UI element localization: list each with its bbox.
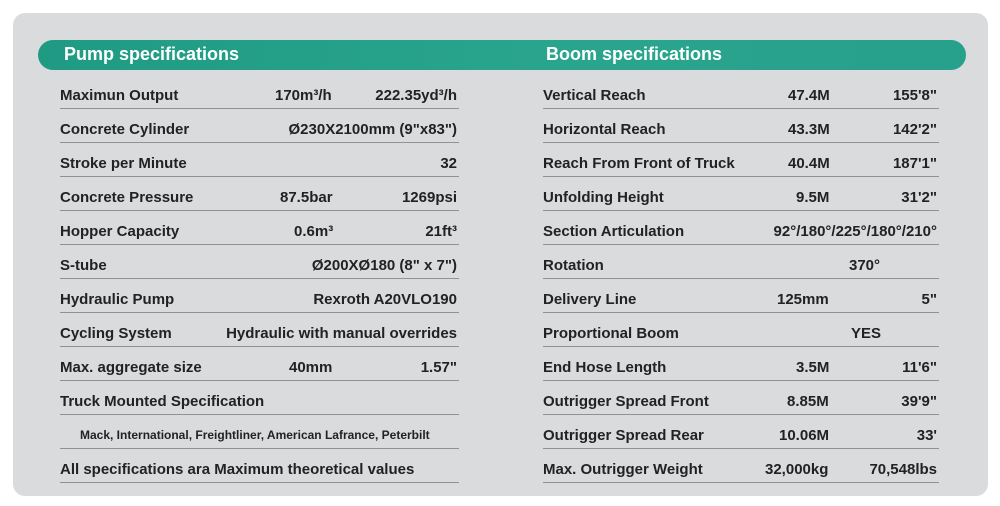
pump-row-max-aggregate	[60, 347, 459, 381]
boom-row-unfolding-height	[543, 177, 939, 211]
spec-value-metric: 47.4M	[788, 87, 830, 104]
pump-row-disclaimer	[60, 449, 459, 483]
pump-row-hydraulic-pump	[60, 279, 459, 313]
spec-value-imperial: 5"	[921, 291, 937, 308]
spec-label: Horizontal Reach	[543, 121, 666, 138]
spec-value-imperial: 39'9"	[901, 393, 937, 410]
spec-value: 92°/180°/225°/180°/210°	[773, 223, 937, 240]
spec-value-metric: 3.5M	[796, 359, 830, 376]
boom-row-section-articulation	[543, 211, 939, 245]
spec-label: Reach From Front of Truck	[543, 155, 735, 172]
pump-row-truck-mounted	[60, 381, 459, 415]
pump-row-stroke-per-minute	[60, 143, 459, 177]
spec-value-imperial: 1269psi	[401, 189, 457, 206]
pump-row-truck-brands	[60, 415, 459, 449]
spec-label: Hydraulic Pump	[60, 291, 175, 308]
spec-label: Max. Outrigger Weight	[543, 461, 703, 478]
pump-row-concrete-cylinder	[60, 109, 459, 143]
spec-value: Ø230X2100mm (9"x83")	[288, 121, 457, 138]
boom-row-end-hose-length	[543, 347, 939, 381]
spec-value-imperial: 187'1"	[892, 155, 937, 172]
boom-row-rotation	[543, 245, 939, 279]
spec-value: 370°	[849, 257, 881, 274]
spec-label: Stroke per Minute	[60, 155, 187, 172]
spec-value-imperial: 21ft³	[425, 223, 457, 240]
spec-value-metric: 40.4M	[788, 155, 830, 172]
boom-row-outrigger-weight	[543, 449, 939, 483]
boom-section-title: Boom specifications	[546, 44, 723, 64]
spec-label: Outrigger Spread Rear	[543, 427, 704, 444]
spec-value-imperial: 31'2"	[901, 189, 937, 206]
spec-value-imperial: 11'6"	[902, 359, 937, 376]
spec-value-imperial: 33'	[916, 427, 937, 444]
spec-label: Maximun Output	[60, 87, 179, 104]
spec-label: Delivery Line	[543, 291, 637, 308]
spec-label: Outrigger Spread Front	[543, 393, 709, 410]
spec-label: Cycling System	[60, 325, 172, 342]
spec-value-metric: 43.3M	[788, 121, 830, 138]
spec-value-metric: 32,000kg	[765, 461, 829, 478]
boom-row-outrigger-front	[543, 381, 939, 415]
spec-value-imperial: 1.57"	[420, 359, 457, 376]
spec-value: Mack, International, Freightliner, American Lafrance, Peterbilt	[80, 428, 430, 442]
spec-value-metric: 9.5M	[796, 189, 830, 206]
pump-row-hopper-capacity	[60, 211, 459, 245]
spec-value-imperial: 142'2"	[892, 121, 937, 138]
boom-row-delivery-line	[543, 279, 939, 313]
spec-value-metric: 8.85M	[787, 393, 829, 410]
spec-value-metric: 40mm	[289, 359, 333, 376]
spec-value-imperial: 222.35yd³/h	[375, 87, 457, 104]
spec-value-metric: 87.5bar	[280, 189, 333, 206]
spec-label: Max. aggregate size	[60, 359, 202, 376]
spec-label: Concrete Cylinder	[60, 121, 190, 138]
spec-value-metric: 125mm	[777, 291, 829, 308]
spec-value: Hydraulic with manual overrides	[226, 325, 457, 342]
spec-value: 32	[440, 155, 457, 172]
boom-row-vertical-reach	[543, 75, 939, 109]
spec-label: Section Articulation	[543, 223, 685, 240]
pump-row-s-tube	[60, 245, 459, 279]
pump-row-max-output	[60, 75, 459, 109]
spec-label: Unfolding Height	[543, 189, 664, 206]
spec-value: Rexroth A20VLO190	[313, 291, 457, 308]
spec-label: Rotation	[543, 257, 604, 274]
spec-value: YES	[851, 325, 882, 342]
spec-label: Proportional Boom	[543, 325, 679, 342]
boom-row-reach-front	[543, 143, 939, 177]
pump-row-concrete-pressure	[60, 177, 459, 211]
spec-label: Hopper Capacity	[60, 223, 180, 240]
spec-value: Ø200XØ180 (8" x 7")	[311, 257, 457, 274]
boom-row-proportional-boom	[543, 313, 939, 347]
spec-label: Concrete Pressure	[60, 189, 194, 206]
boom-row-horizontal-reach	[543, 109, 939, 143]
boom-row-outrigger-rear	[543, 415, 939, 449]
spec-value-metric: 0.6m³	[294, 223, 334, 240]
pump-row-cycling-system	[60, 313, 459, 347]
spec-label: Vertical Reach	[543, 87, 646, 104]
spec-value-metric: 10.06M	[779, 427, 830, 444]
spec-label: End Hose Length	[543, 359, 667, 376]
spec-label: S-tube	[60, 257, 107, 274]
disclaimer-text: All specifications ara Maximum theoretical values	[60, 461, 415, 478]
spec-value-imperial: 70,548lbs	[869, 461, 937, 478]
spec-value-imperial: 155'8"	[892, 87, 937, 104]
spec-label: Truck Mounted Specification	[60, 393, 265, 410]
pump-section-title: Pump specifications	[64, 44, 240, 64]
spec-value-metric: 170m³/h	[275, 87, 332, 104]
